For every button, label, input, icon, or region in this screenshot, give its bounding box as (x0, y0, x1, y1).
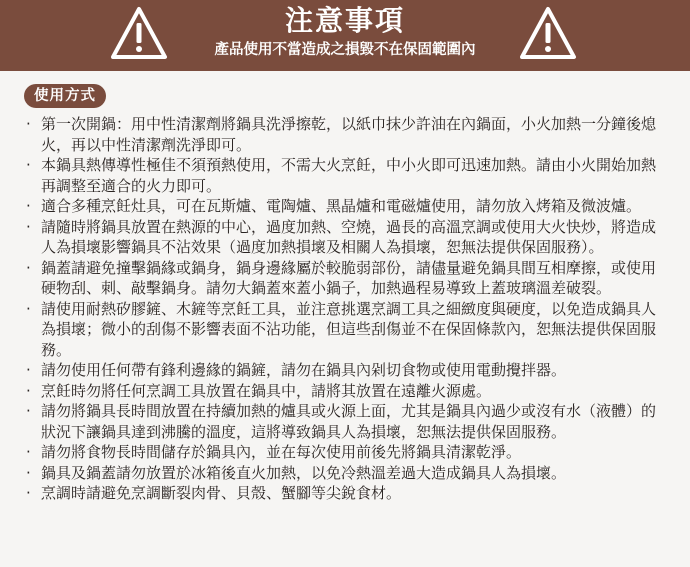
list-item (22, 196, 658, 217)
list-item (22, 299, 658, 361)
bullet: · (26, 156, 31, 174)
bullet: · (26, 463, 31, 482)
list-item-text: 烹飪時勿將任何烹調工具放置在鍋具中，請將其放置在遠離火源處。 (41, 381, 492, 400)
bullet: · (26, 217, 31, 236)
list-item (22, 360, 658, 381)
header-banner (0, 0, 690, 71)
list-item (22, 114, 658, 155)
list-item (22, 258, 658, 299)
bullet: · (26, 361, 31, 379)
bullet: · (26, 115, 31, 133)
list-item (22, 483, 658, 504)
list-item (22, 442, 658, 463)
bullet: · (26, 402, 31, 420)
list-item (22, 155, 658, 196)
list-item (22, 381, 658, 402)
section-label: 使用方式 (24, 84, 106, 108)
bullet: · (26, 197, 31, 215)
bullet: · (26, 299, 31, 318)
list-item-text: 請勿使用任何帶有鋒利邊緣的鍋鏟，請勿在鍋具內剁切食物或使用電動攪拌器。 (41, 361, 567, 379)
list-item-text: 請勿將鍋具長時間放置在持續加熱的爐具或火源上面，尤其是鍋具內過少或沒有水（液體）的狀況下讓鍋具達到沸騰的溫度，這將導致鍋具人為損壞，恕無法提供保固服務。 (41, 402, 657, 441)
list-item-text: 請隨時將鍋具放置在熱源的中心，過度加熱、空燒，過長的高溫烹調或使用大火快炒，將造成人為損壞影響鍋具不沾效果（過度加熱損壞及相關人為損壞，恕無法提供保固服務）。 (41, 217, 657, 256)
list-item-text: 第一次開鍋：用中性清潔劑將鍋具洗淨擦乾，以紙巾抹少許油在內鍋面，小火加熱一分鐘後熄火，再以中性清潔劑洗淨即可。 (41, 115, 657, 154)
bullet: · (26, 443, 31, 461)
warning-triangle-icon (519, 5, 577, 61)
list-item-text: 請勿將食物長時間儲存於鍋具內，並在每次使用前後先將鍋具清潔乾淨。 (41, 443, 522, 461)
list-item-text: 適合多種烹飪灶具，可在瓦斯爐、電陶爐、黑晶爐和電磁爐使用，請勿放入烤箱及微波爐。 (41, 197, 642, 215)
list-item (22, 463, 658, 484)
list-item (22, 217, 658, 258)
list-item-text: 鍋具及鍋蓋請勿放置於冰箱後直火加熱，以免冷熱溫差過大造成鍋具人為損壞。 (41, 463, 567, 482)
list-item-text: 請使用耐熱矽膠鏟、木鏟等烹飪工具，並注意挑選烹調工具之細緻度與硬度，以免造成鍋具人為損壞；微小的刮傷不影響表面不沾功能，但這些刮傷並不在保固條款內，恕無法提供保固服務。 (41, 299, 657, 359)
list-item-text: 烹調時請避免烹調斷裂肉骨、貝殼、蟹腳等尖銳食材。 (41, 484, 402, 502)
usage-list (22, 114, 658, 504)
page-title: 注意事項 (284, 4, 405, 37)
bullet: · (26, 381, 31, 400)
page-subtitle: 產品使用不當造成之損毀不在保固範圍內 (214, 42, 476, 58)
list-item (22, 401, 658, 442)
bullet: · (26, 484, 31, 502)
bullet: · (26, 258, 31, 277)
list-item-text: 本鍋具熱傳導性極佳不須預熱使用，不需大火烹飪，中小火即可迅速加熱。請由小火開始加熱再調整至適合的火力即可。 (41, 156, 657, 195)
list-item-text: 鍋蓋請避免撞擊鍋緣或鍋身，鍋身邊緣屬於較脆弱部份，請儘量避免鍋具間互相摩擦，或使用硬物刮、刺、敲擊鍋身。請勿大鍋蓋來蓋小鍋子，加熱過程易導致上蓋玻璃溫差破裂。 (41, 258, 657, 297)
